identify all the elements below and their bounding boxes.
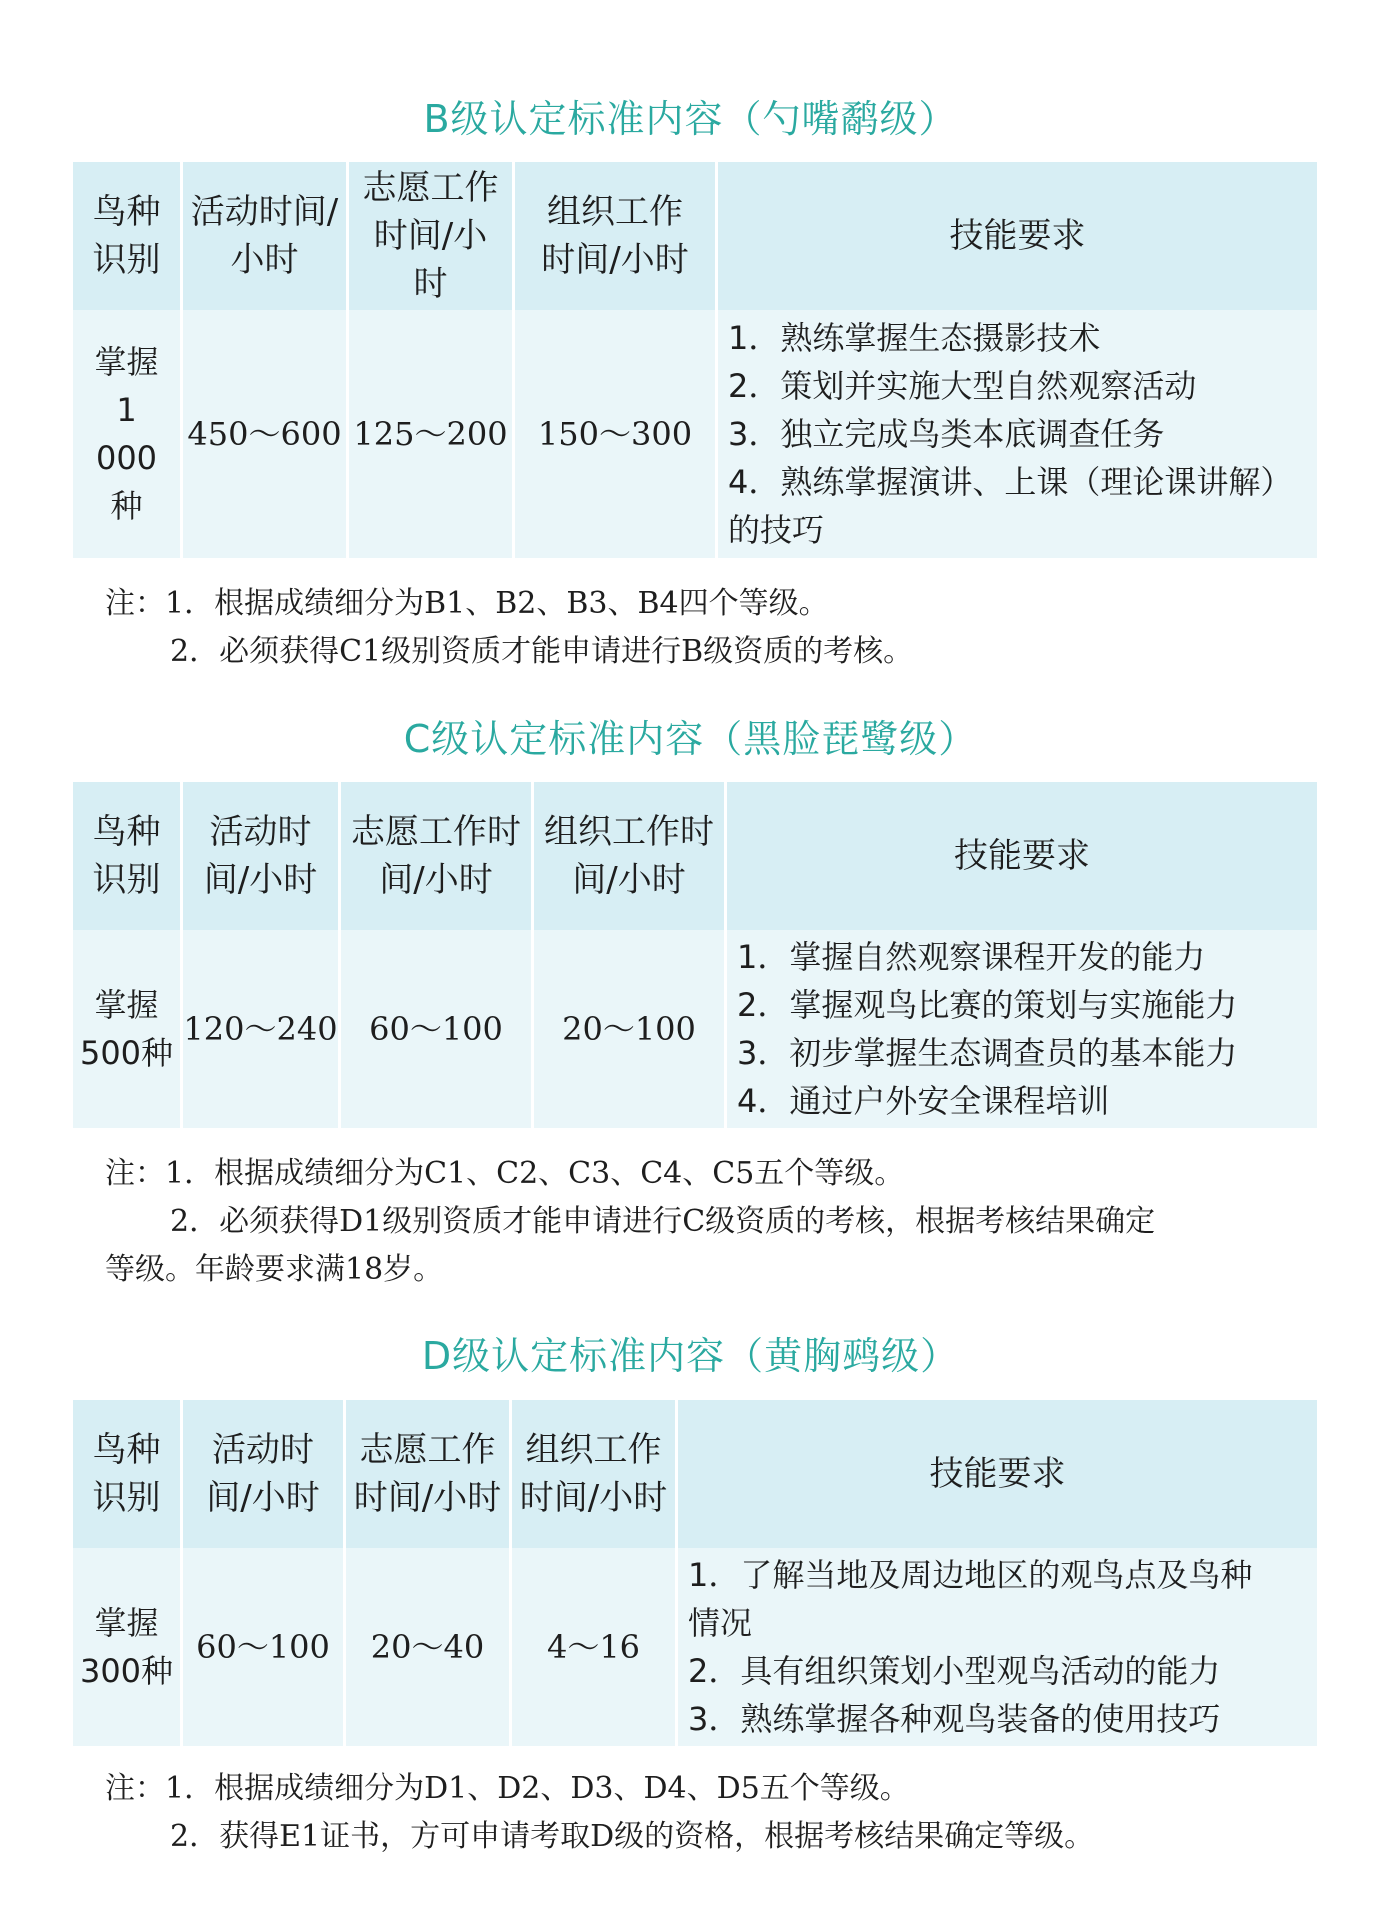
skill-item: 4．通过户外安全课程培训 xyxy=(737,1082,1110,1120)
cell-volunteer: 125～200 xyxy=(349,310,512,558)
header-activity: 活动时间/小时 xyxy=(183,162,346,310)
header-species: 鸟种识别 xyxy=(73,782,180,930)
section-d-notes xyxy=(105,1765,1305,1861)
cell-skills xyxy=(678,1548,1317,1746)
note-line: 2．必须获得C1级别资质才能申请进行B级资质的考核。 xyxy=(170,634,914,669)
header-skills: 技能要求 xyxy=(727,782,1317,930)
cell-volunteer: 20～40 xyxy=(346,1548,509,1746)
skill-item: 4．熟练掌握演讲、上课（理论课讲解） xyxy=(728,463,1293,501)
cell-skills xyxy=(727,930,1317,1128)
cell-species: 掌握300种 xyxy=(73,1548,180,1746)
skill-item: 1．熟练掌握生态摄影技术 xyxy=(728,319,1101,357)
note-line: 等级。年龄要求满18岁。 xyxy=(105,1252,444,1287)
section-d-table xyxy=(70,1400,1320,1746)
cell-organize: 20～100 xyxy=(534,930,724,1128)
note-line: 注：1．根据成绩细分为C1、C2、C3、C4、C5五个等级。 xyxy=(105,1156,905,1191)
cell-activity: 120～240 xyxy=(183,930,338,1128)
header-skills: 技能要求 xyxy=(678,1400,1317,1548)
header-volunteer: 志愿工作时间/小时 xyxy=(341,782,531,930)
cell-volunteer: 60～100 xyxy=(341,930,531,1128)
section-b-title: B级认定标准内容（勺嘴鹬级） xyxy=(423,97,958,141)
cell-species: 掌握1 000种 xyxy=(73,310,180,558)
header-activity: 活动时间/小时 xyxy=(183,782,338,930)
cell-organize: 4～16 xyxy=(512,1548,675,1746)
section-c-notes xyxy=(105,1150,1305,1294)
skill-item: 的技巧 xyxy=(728,511,825,549)
note-line: 2．获得E1证书，方可申请考取D级的资格，根据考核结果确定等级。 xyxy=(170,1819,1095,1854)
skill-item: 2．策划并实施大型自然观察活动 xyxy=(728,367,1197,405)
note-line: 2．必须获得D1级别资质才能申请进行C级资质的考核，根据考核结果确定 xyxy=(170,1204,1156,1239)
skill-item: 3．熟练掌握各种观鸟装备的使用技巧 xyxy=(688,1700,1221,1738)
skill-item: 1．了解当地及周边地区的观鸟点及鸟种 xyxy=(688,1556,1253,1594)
cell-skills xyxy=(718,310,1317,558)
skill-item: 2．掌握观鸟比赛的策划与实施能力 xyxy=(737,986,1238,1024)
header-volunteer: 志愿工作时间/小时 xyxy=(349,162,512,310)
header-activity: 活动时间/小时 xyxy=(183,1400,343,1548)
note-line: 注：1．根据成绩细分为B1、B2、B3、B4四个等级。 xyxy=(105,586,829,621)
cell-species: 掌握500种 xyxy=(73,930,180,1128)
header-species: 鸟种识别 xyxy=(73,1400,180,1548)
header-species: 鸟种识别 xyxy=(73,162,180,310)
skill-item: 3．初步掌握生态调查员的基本能力 xyxy=(737,1034,1238,1072)
note-line: 注：1．根据成绩细分为D1、D2、D3、D4、D5五个等级。 xyxy=(105,1771,910,1806)
section-b-notes xyxy=(105,580,1305,676)
skill-item: 1．掌握自然观察课程开发的能力 xyxy=(737,938,1206,976)
cell-activity: 60～100 xyxy=(183,1548,343,1746)
section-c-title: C级认定标准内容（黑脸琵鹭级） xyxy=(403,717,978,761)
header-organize: 组织工作时间/小时 xyxy=(512,1400,675,1548)
skill-item: 3．独立完成鸟类本底调查任务 xyxy=(728,415,1165,453)
section-d-title: D级认定标准内容（黄胸鹀级） xyxy=(421,1334,960,1378)
header-skills: 技能要求 xyxy=(718,162,1317,310)
skill-item: 情况 xyxy=(688,1604,753,1642)
cell-activity: 450～600 xyxy=(183,310,346,558)
header-organize: 组织工作时间/小时 xyxy=(515,162,715,310)
cell-organize: 150～300 xyxy=(515,310,715,558)
skill-item: 2．具有组织策划小型观鸟活动的能力 xyxy=(688,1652,1221,1690)
header-volunteer: 志愿工作时间/小时 xyxy=(346,1400,509,1548)
header-organize: 组织工作时间/小时 xyxy=(534,782,724,930)
section-c-table xyxy=(70,782,1320,1128)
section-b-table xyxy=(70,162,1320,558)
